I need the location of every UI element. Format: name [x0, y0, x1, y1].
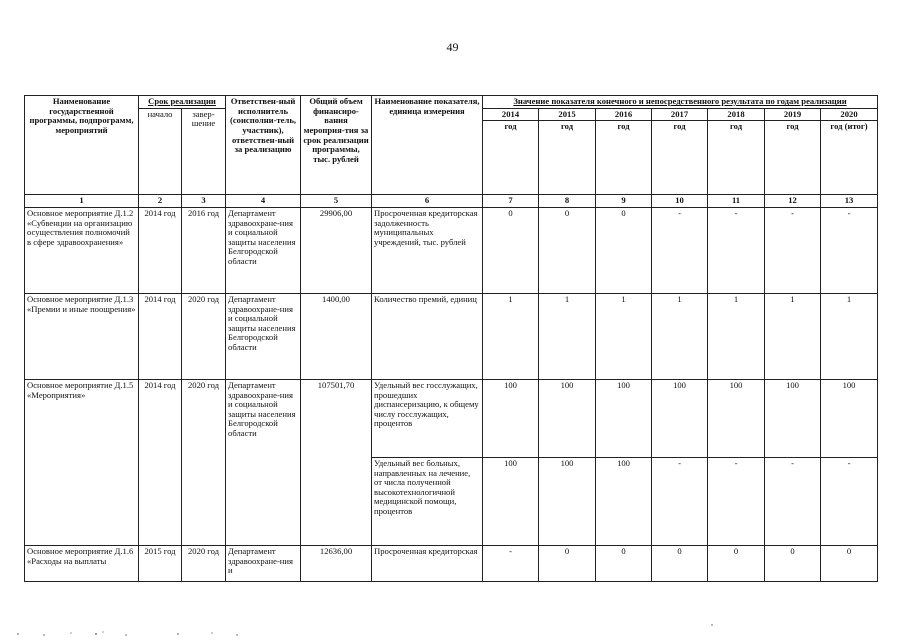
column-number: 7 [483, 195, 539, 208]
header-finance: Общий объем финансиро-вания мероприя-тия за срок реализации программы, тыс. рублей [301, 96, 372, 195]
indicator-value: - [652, 457, 708, 545]
header-year: 2017 [652, 108, 708, 121]
indicator-value: 100 [821, 379, 878, 457]
indicator-value: 100 [539, 457, 596, 545]
header-year-sub: год [652, 121, 708, 195]
column-number: 9 [596, 195, 652, 208]
table-row [25, 545, 878, 581]
indicator-value: 0 [708, 545, 765, 581]
indicator-name: Удельный вес больных, направленных на лечение, от числа полученной высокотехнологичной медицинской помощи, процентов [372, 457, 483, 545]
indicator-value: - [821, 457, 878, 545]
executor: Департамент здравоохране-ния и социальной защиты населения Белгородской области [226, 379, 301, 545]
header-year: 2019 [765, 108, 821, 121]
header-year-sub: год [708, 121, 765, 195]
finance-amount: 107501,70 [301, 379, 372, 545]
column-number: 4 [226, 195, 301, 208]
indicator-value: 100 [652, 379, 708, 457]
header-year-sub: год (итог) [821, 121, 878, 195]
header-year: 2018 [708, 108, 765, 121]
indicator-value: - [483, 545, 539, 581]
header-year: 2016 [596, 108, 652, 121]
column-number: 2 [139, 195, 182, 208]
term-end: 2020 год [182, 545, 226, 581]
executor: Департамент здравоохране-ния и [226, 545, 301, 581]
indicator-value: - [708, 207, 765, 293]
column-number: 13 [821, 195, 878, 208]
term-start: 2014 год [139, 379, 182, 545]
indicator-value: 0 [483, 207, 539, 293]
indicator-value: 100 [708, 379, 765, 457]
column-number: 11 [708, 195, 765, 208]
indicator-value: 0 [652, 545, 708, 581]
indicator-name: Удельный вес госслужащих, прошедших диспансеризацию, к общему числу госслужащих, процентов [372, 379, 483, 457]
indicator-name: Количество премий, единиц [372, 293, 483, 379]
column-number: 6 [372, 195, 483, 208]
indicator-value: 1 [596, 293, 652, 379]
header-term: Срок реализации [139, 96, 226, 109]
column-number: 12 [765, 195, 821, 208]
indicator-value: 100 [596, 379, 652, 457]
indicator-value: 0 [596, 207, 652, 293]
indicator-value: 1 [821, 293, 878, 379]
measure-name: Основное мероприятие Д.1.3 «Премии и иные поощрения» [25, 293, 139, 379]
indicator-value: 1 [652, 293, 708, 379]
executor: Департамент здравоохране-ния и социальной защиты населения Белгородской области [226, 207, 301, 293]
column-number-row [25, 195, 878, 208]
indicator-value: - [765, 207, 821, 293]
header-end: завер-шение [182, 108, 226, 195]
indicator-value: 0 [821, 545, 878, 581]
indicator-value: 1 [765, 293, 821, 379]
header-year-sub: год [596, 121, 652, 195]
header-year-sub: год [765, 121, 821, 195]
header-indicator: Наименование показателя, единица измерения [372, 96, 483, 195]
column-number: 1 [25, 195, 139, 208]
header-year-sub: год [539, 121, 596, 195]
indicator-name: Просроченная кредиторская задолженность муниципальных учреждений, тыс. рублей [372, 207, 483, 293]
program-indicators-table [24, 95, 878, 582]
term-end: 2020 год [182, 379, 226, 545]
indicator-value: 100 [483, 457, 539, 545]
indicator-value: 100 [483, 379, 539, 457]
finance-amount: 29906,00 [301, 207, 372, 293]
indicator-value: 1 [708, 293, 765, 379]
indicator-value: 1 [539, 293, 596, 379]
header-values: Значение показателя конечного и непосредственного результата по годам реализации [483, 96, 878, 109]
header-year-sub: год [483, 121, 539, 195]
indicator-value: 100 [765, 379, 821, 457]
table-row [25, 207, 878, 293]
indicator-name: Просроченная кредиторская [372, 545, 483, 581]
measure-name: Основное мероприятие Д.1.6 «Расходы на выплаты [25, 545, 139, 581]
finance-amount: 1400,00 [301, 293, 372, 379]
indicator-value: - [708, 457, 765, 545]
header-year: 2015 [539, 108, 596, 121]
finance-amount: 12636,00 [301, 545, 372, 581]
term-end: 2020 год [182, 293, 226, 379]
indicator-value: 0 [765, 545, 821, 581]
term-end: 2016 год [182, 207, 226, 293]
indicator-value: 0 [596, 545, 652, 581]
measure-name: Основное мероприятие Д.1.5 «Мероприятия» [25, 379, 139, 545]
term-start: 2014 год [139, 293, 182, 379]
column-number: 5 [301, 195, 372, 208]
indicator-value: - [821, 207, 878, 293]
measure-name: Основное мероприятие Д.1.2 «Субвенции на организацию осуществления полномочий в сфере здравоохранения» [25, 207, 139, 293]
column-number: 10 [652, 195, 708, 208]
column-number: 8 [539, 195, 596, 208]
table-row [25, 379, 878, 457]
indicator-value: 1 [483, 293, 539, 379]
scan-noise [0, 622, 905, 640]
indicator-value: 100 [596, 457, 652, 545]
indicator-value: 0 [539, 207, 596, 293]
page-number: 49 [446, 40, 459, 54]
header-year: 2020 [821, 108, 878, 121]
header-year: 2014 [483, 108, 539, 121]
term-start: 2015 год [139, 545, 182, 581]
header-name: Наименование государственной программы, подпрограмм, мероприятий [25, 96, 139, 195]
indicator-value: 0 [539, 545, 596, 581]
indicator-value: - [765, 457, 821, 545]
executor: Департамент здравоохране-ния и социальной защиты населения Белгородской области [226, 293, 301, 379]
header-start: начало [139, 108, 182, 195]
term-start: 2014 год [139, 207, 182, 293]
indicator-value: - [652, 207, 708, 293]
header-executor: Ответствен-ный исполнитель (соисполни-тель, участник), ответствен-ный за реализацию [226, 96, 301, 195]
column-number: 3 [182, 195, 226, 208]
table-row [25, 293, 878, 379]
indicator-value: 100 [539, 379, 596, 457]
